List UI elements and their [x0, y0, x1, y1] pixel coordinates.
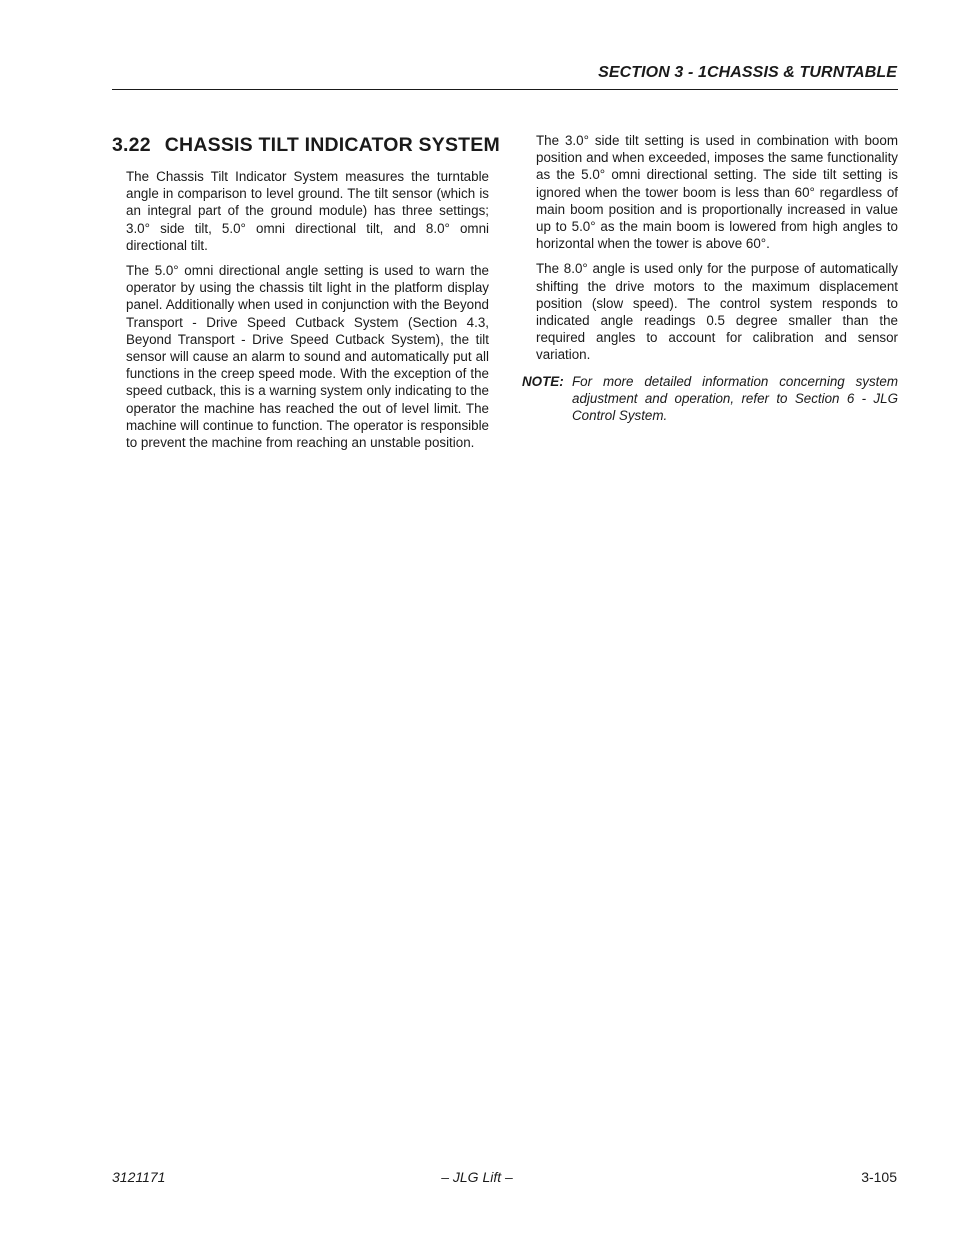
page-header-title: SECTION 3 - 1CHASSIS & TURNTABLE	[598, 64, 897, 81]
footer-publisher: – JLG Lift –	[441, 1169, 513, 1185]
section-title: CHASSIS TILT INDICATOR SYSTEM	[164, 134, 500, 156]
note-text: For more detailed information concerning system adjustment and operation, refer to Section 6 - JLG Control System.	[572, 373, 898, 424]
note-label: NOTE:	[522, 373, 564, 389]
left-column	[112, 132, 500, 459]
note-block	[522, 373, 898, 425]
body-paragraph: The 3.0° side tilt setting is used in combination with boom position and when exceeded, imposes the same functionality as the 5.0° omni directional setting. The side tilt setting is ignored when the tower boom is less than 60° regardless of main boom position and is proportionally increased in value up to 5.0° as the main boom is lowered from high angles to horizontal when the tower is above 60°.	[536, 133, 898, 252]
header-divider	[112, 89, 898, 90]
body-paragraph: The 5.0° omni directional angle setting is used to warn the operator by using the chassis tilt light in the platform display panel. Additionally when used in conjunction with the Beyond Transport - Drive Speed Cutback System (Section 4.3, Beyond Transport - Drive Speed Cutback System), the tilt sensor will cause an alarm to sound and automatically put all functions in the creep speed mode. With the exception of the speed cutback, this is a warning system only indicating to the operator the machine has reached the out of level limit. The machine will continue to function. The operator is responsible to prevent the machine from reaching an unstable position.	[126, 263, 489, 451]
right-column	[522, 132, 898, 424]
section-number: 3.22	[112, 134, 151, 156]
section-heading	[112, 132, 500, 158]
footer-page-number: 3-105	[861, 1169, 897, 1185]
body-paragraph: The 8.0° angle is used only for the purpose of automatically shifting the drive motors to the maximum displacement position (slow speed). The control system responds to indicated angle readings 0.5 degree smaller than the required angles to account for calibration and sensor variation.	[536, 261, 898, 363]
footer-doc-number: 3121171	[112, 1169, 166, 1185]
body-paragraph: The Chassis Tilt Indicator System measures the turntable angle in comparison to level ground. The tilt sensor (which is an integral part of the ground module) has three settings; 3.0° side tilt, 5.0° omni directional tilt, and 8.0° omni directional tilt.	[126, 169, 489, 253]
